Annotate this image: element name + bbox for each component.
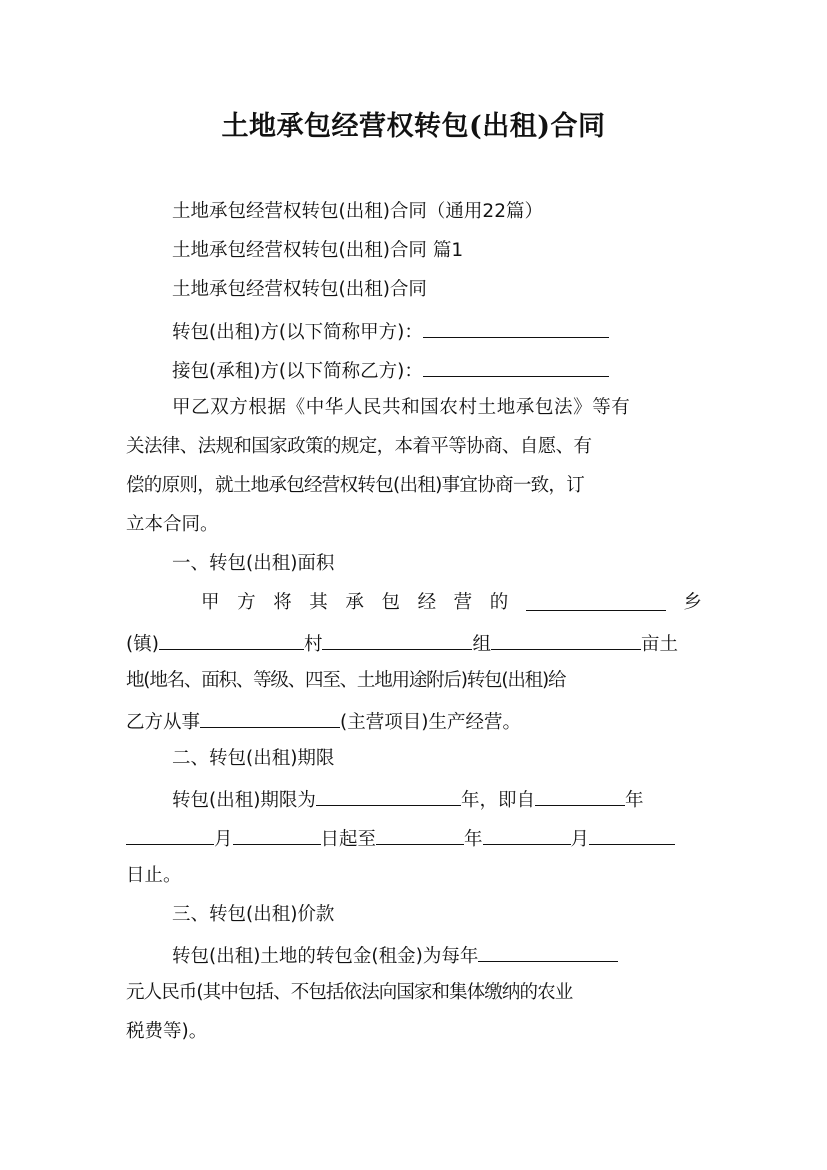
char: 乡 — [683, 592, 702, 613]
char: 其 — [309, 592, 328, 613]
paragraph-text: 关法律、法规和国家政策的规定，本着平等协商、自愿、有 — [126, 436, 592, 457]
start-year-blank[interactable] — [535, 785, 625, 806]
price-line-3: 税费等)。 — [126, 1021, 208, 1042]
section-heading: 三、转包(出租)价款 — [172, 904, 335, 925]
paragraph-text: 甲乙双方根据《中华人民共和国农村土地承包法》等有 — [172, 397, 631, 418]
paragraph-line — [172, 395, 702, 421]
party-a-label: 转包(出租)方(以下简称甲方)： — [172, 322, 423, 343]
start-month-blank[interactable] — [126, 824, 214, 845]
text: 村 — [303, 634, 323, 655]
paragraph-line: 立本合同。 — [126, 514, 219, 535]
price-line-1 — [172, 941, 618, 970]
paragraph-line — [126, 434, 702, 460]
term-years-blank[interactable] — [316, 785, 461, 806]
term-line-3: 日止。 — [126, 865, 182, 886]
char: 将 — [273, 592, 292, 613]
price-line-2 — [126, 980, 702, 1006]
party-b-line — [172, 356, 609, 385]
text: (主营项目)生产经营。 — [340, 712, 521, 733]
char: 方 — [237, 592, 256, 613]
text: 年 — [464, 829, 483, 850]
char: 包 — [381, 592, 400, 613]
town-blank[interactable] — [159, 629, 304, 650]
party-b-blank[interactable] — [423, 356, 609, 377]
subtitle-line: 土地承包经营权转包(出租)合同（通用22篇） — [172, 201, 543, 222]
char: 的 — [489, 592, 509, 613]
paragraph-text: 偿的原则，就土地承包经营权转包(出租)事宜协商一致，订 — [126, 475, 585, 496]
paragraph-line — [126, 473, 702, 499]
area-line-1 — [201, 590, 702, 616]
char: 承 — [345, 592, 364, 613]
business-blank[interactable] — [200, 707, 340, 728]
text: 转包(出租)期限为 — [172, 790, 316, 811]
end-day-blank[interactable] — [589, 824, 675, 845]
township-blank[interactable] — [526, 590, 666, 611]
area-line-4 — [126, 707, 521, 736]
text: 亩土 — [640, 634, 678, 655]
party-b-label: 接包(承租)方(以下简称乙方)： — [172, 361, 423, 382]
end-year-blank[interactable] — [376, 824, 464, 845]
party-a-blank[interactable] — [423, 317, 609, 338]
char: 经 — [417, 592, 437, 613]
term-line-1 — [172, 785, 643, 814]
document-title: 土地承包经营权转包(出租)合同 — [221, 111, 606, 142]
text: 月 — [214, 829, 233, 850]
start-day-blank[interactable] — [233, 824, 321, 845]
text: (镇) — [126, 634, 159, 655]
term-line-2 — [126, 824, 675, 853]
end-month-blank[interactable] — [483, 824, 571, 845]
group-blank[interactable] — [491, 629, 641, 650]
text: 日起至 — [320, 829, 377, 850]
party-a-line — [172, 317, 609, 346]
text: 转包(出租)土地的转包金(租金)为每年 — [172, 946, 479, 967]
char: 营 — [453, 592, 473, 613]
char: 甲 — [201, 592, 220, 613]
area-line-3 — [126, 668, 702, 694]
text: 组 — [472, 634, 491, 655]
text: 乙方从事 — [126, 712, 201, 733]
paragraph-text: 元人民币(其中包括、不包括依法向国家和集体缴纳的农业 — [126, 982, 573, 1003]
section-title-line: 土地承包经营权转包(出租)合同 篇1 — [172, 240, 464, 261]
area-line-2 — [126, 629, 678, 658]
paragraph-text: 地(地名、面积、等级、四至、土地用途附后)转包(出租)给 — [126, 670, 566, 691]
section-heading: 二、转包(出租)期限 — [172, 748, 335, 769]
section-heading: 一、转包(出租)面积 — [172, 553, 335, 574]
text: 月 — [570, 829, 590, 850]
contract-name-line: 土地承包经营权转包(出租)合同 — [172, 279, 427, 300]
village-blank[interactable] — [322, 629, 472, 650]
rent-amount-blank[interactable] — [478, 941, 618, 962]
text: 年 — [624, 790, 644, 811]
text: 年，即自 — [460, 790, 535, 811]
